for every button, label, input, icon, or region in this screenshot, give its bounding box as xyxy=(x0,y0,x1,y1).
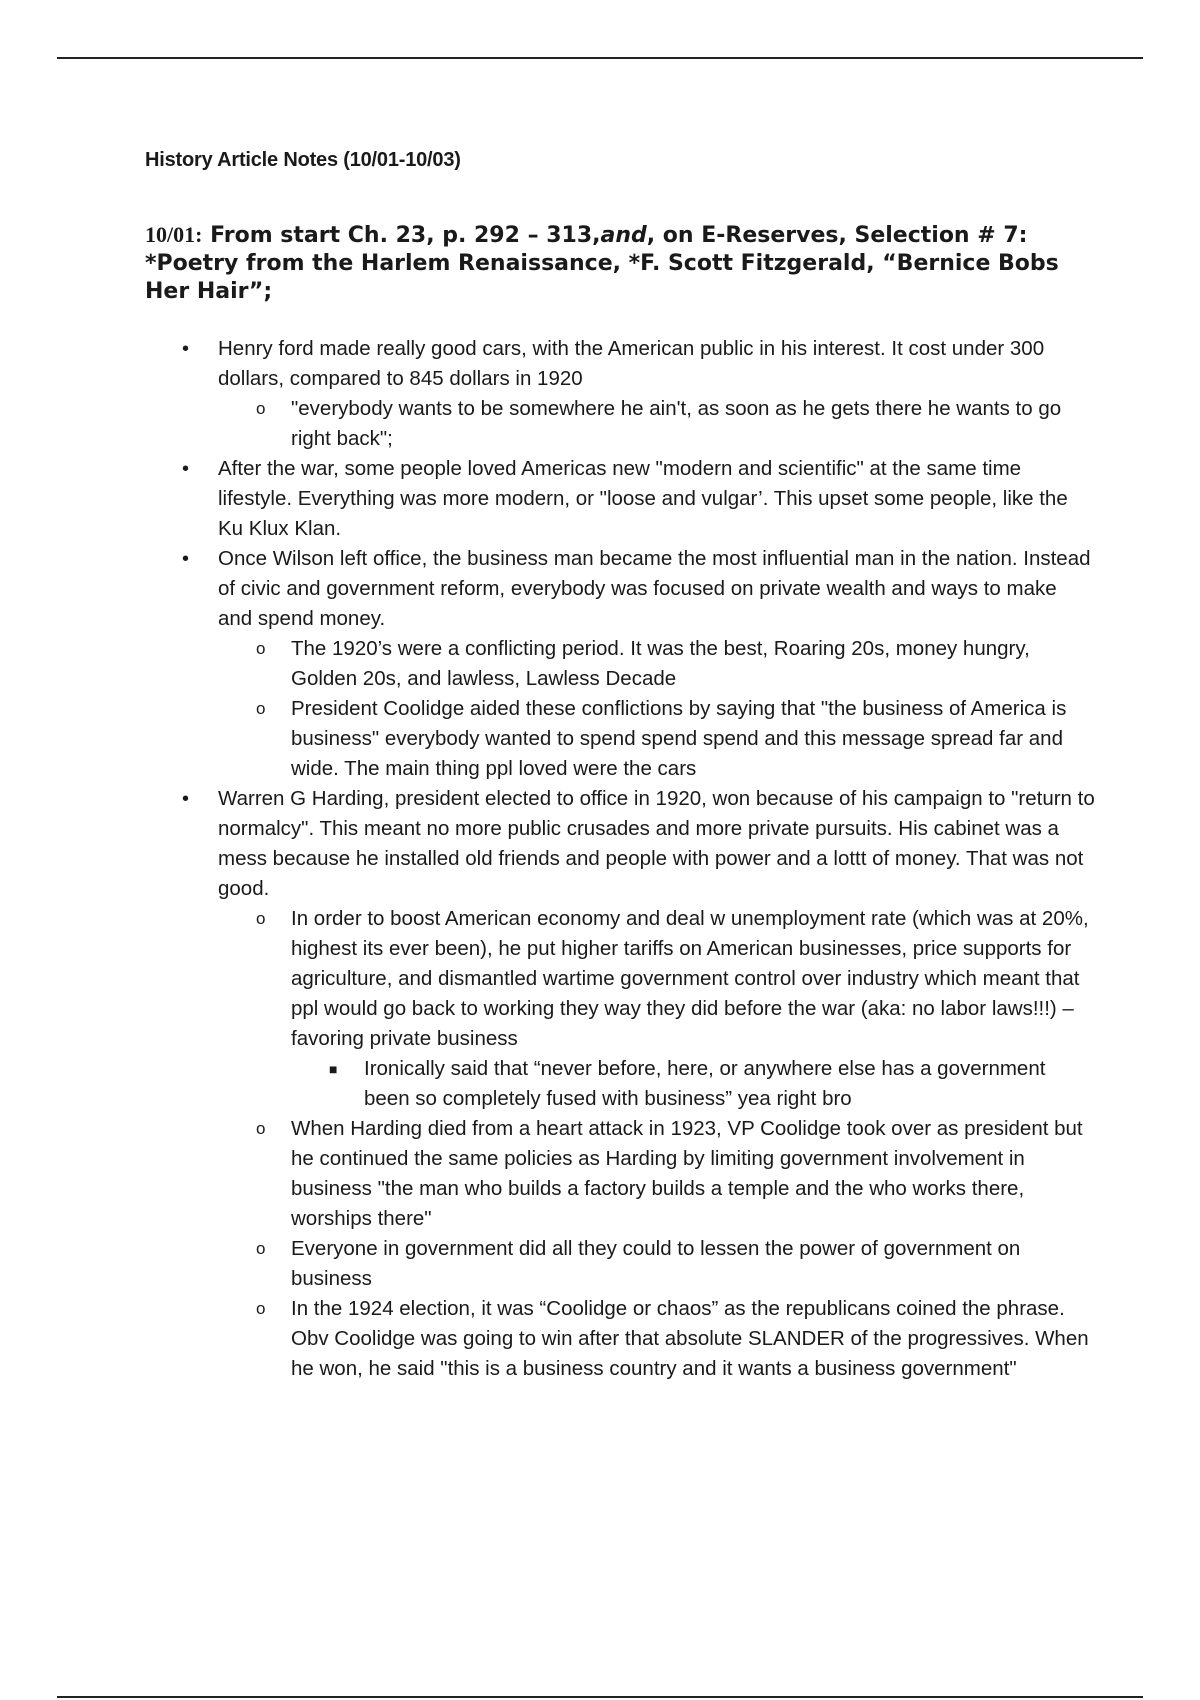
sub-note-text: The 1920’s were a conflicting period. It was the best, Roaring 20s, money hungry, Golden 20s, and lawless, Lawless Decade xyxy=(291,637,1030,690)
sub-note-list xyxy=(218,634,1095,784)
section-heading-part1: From start Ch. 23, p. 292 – 313, xyxy=(202,223,601,248)
sub-note-text: In the 1924 election, it was “Coolidge or chaos” as the republicans coined the phrase. Obv Coolidge was going to win after that absolute SLANDER of the progressives. When he won, he said "this is a business country and it wants a business government" xyxy=(291,1297,1089,1380)
sub-note-item xyxy=(218,1114,1095,1234)
page-top-rule xyxy=(57,57,1143,59)
sub-sub-note-text: Ironically said that “never before, here, or anywhere else has a government been so completely fused with business” yea right bro xyxy=(364,1057,1046,1110)
bullet-circle-icon: o xyxy=(256,909,266,928)
sub-note-item xyxy=(218,394,1095,454)
sub-sub-note-list xyxy=(291,1054,1095,1114)
note-text: Warren G Harding, president elected to office in 1920, won because of his campaign to "return to normalcy". This meant no more public crusades and more private pursuits. His cabinet was a mess because he installed old friends and people with power and a lottt of money. That was not good. xyxy=(218,787,1095,900)
note-item xyxy=(145,784,1095,1384)
sub-note-text: When Harding died from a heart attack in 1923, VP Coolidge took over as president but he continued the same policies as Harding by limiting government involvement in business "the man who builds a factory builds a temple and the who works there, worships there" xyxy=(291,1117,1083,1230)
notes-list xyxy=(145,334,1095,1384)
sub-sub-note-item xyxy=(291,1054,1095,1114)
sub-note-item xyxy=(218,634,1095,694)
bullet-circle-icon: o xyxy=(256,699,266,718)
note-text: After the war, some people loved Americas new "modern and scientific" at the same time lifestyle. Everything was more modern, or "loose and vulgar’. This upset some people, like the Ku Klux Klan. xyxy=(218,457,1068,540)
sub-note-text: "everybody wants to be somewhere he ain't, as soon as he gets there he wants to go right back"; xyxy=(291,397,1062,450)
note-item xyxy=(145,544,1095,784)
document-body xyxy=(145,145,1095,1384)
section-heading-emphasis: and xyxy=(600,223,647,248)
bullet-circle-icon: o xyxy=(256,1119,266,1138)
sub-note-list xyxy=(218,904,1095,1384)
bullet-disc-icon: • xyxy=(182,458,190,480)
page-bottom-rule xyxy=(57,1696,1143,1698)
bullet-circle-icon: o xyxy=(256,399,266,418)
section-heading-part2: , on E-Reserves, Selection # 7: *Poetry from the Harlem Renaissance, *F. Scott Fitzgerald, “Bernice Bobs Her Hair”; xyxy=(145,223,1059,304)
note-text: Once Wilson left office, the business man became the most influential man in the nation. Instead of civic and government reform, everybody was focused on private wealth and ways to make and spend money. xyxy=(218,547,1091,630)
sub-note-item xyxy=(218,1294,1095,1384)
bullet-circle-icon: o xyxy=(256,1239,266,1258)
sub-note-list xyxy=(218,394,1095,454)
sub-note-text: President Coolidge aided these conflictions by saying that "the business of America is business" everybody wanted to spend spend spend and this message spread far and wide. The main thing ppl loved were the cars xyxy=(291,697,1067,780)
bullet-disc-icon: • xyxy=(182,788,190,810)
bullet-circle-icon: o xyxy=(256,1299,266,1318)
note-text: Henry ford made really good cars, with the American public in his interest. It cost under 300 dollars, compared to 845 dollars in 1920 xyxy=(218,337,1045,390)
sub-note-item xyxy=(218,1234,1095,1294)
section-heading xyxy=(145,221,1095,306)
note-item xyxy=(145,454,1095,544)
section-date: 10/01: xyxy=(145,222,203,247)
sub-note-item xyxy=(218,694,1095,784)
sub-note-text: In order to boost American economy and deal w unemployment rate (which was at 20%, highest its ever been), he put higher tariffs on American businesses, price supports for agriculture, and dismantled wartime government control over industry which meant that ppl would go back to working they way they did before the war (aka: no labor laws!!!) – favoring private business xyxy=(291,907,1089,1050)
note-item xyxy=(145,334,1095,454)
document-title: History Article Notes (10/01-10/03) xyxy=(145,149,461,171)
sub-note-text: Everyone in government did all they could to lessen the power of government on business xyxy=(291,1237,1021,1290)
bullet-disc-icon: • xyxy=(182,338,190,360)
bullet-circle-icon: o xyxy=(256,639,266,658)
sub-note-item xyxy=(218,904,1095,1114)
bullet-disc-icon: • xyxy=(182,548,190,570)
bullet-square-icon: ■ xyxy=(329,1061,338,1077)
